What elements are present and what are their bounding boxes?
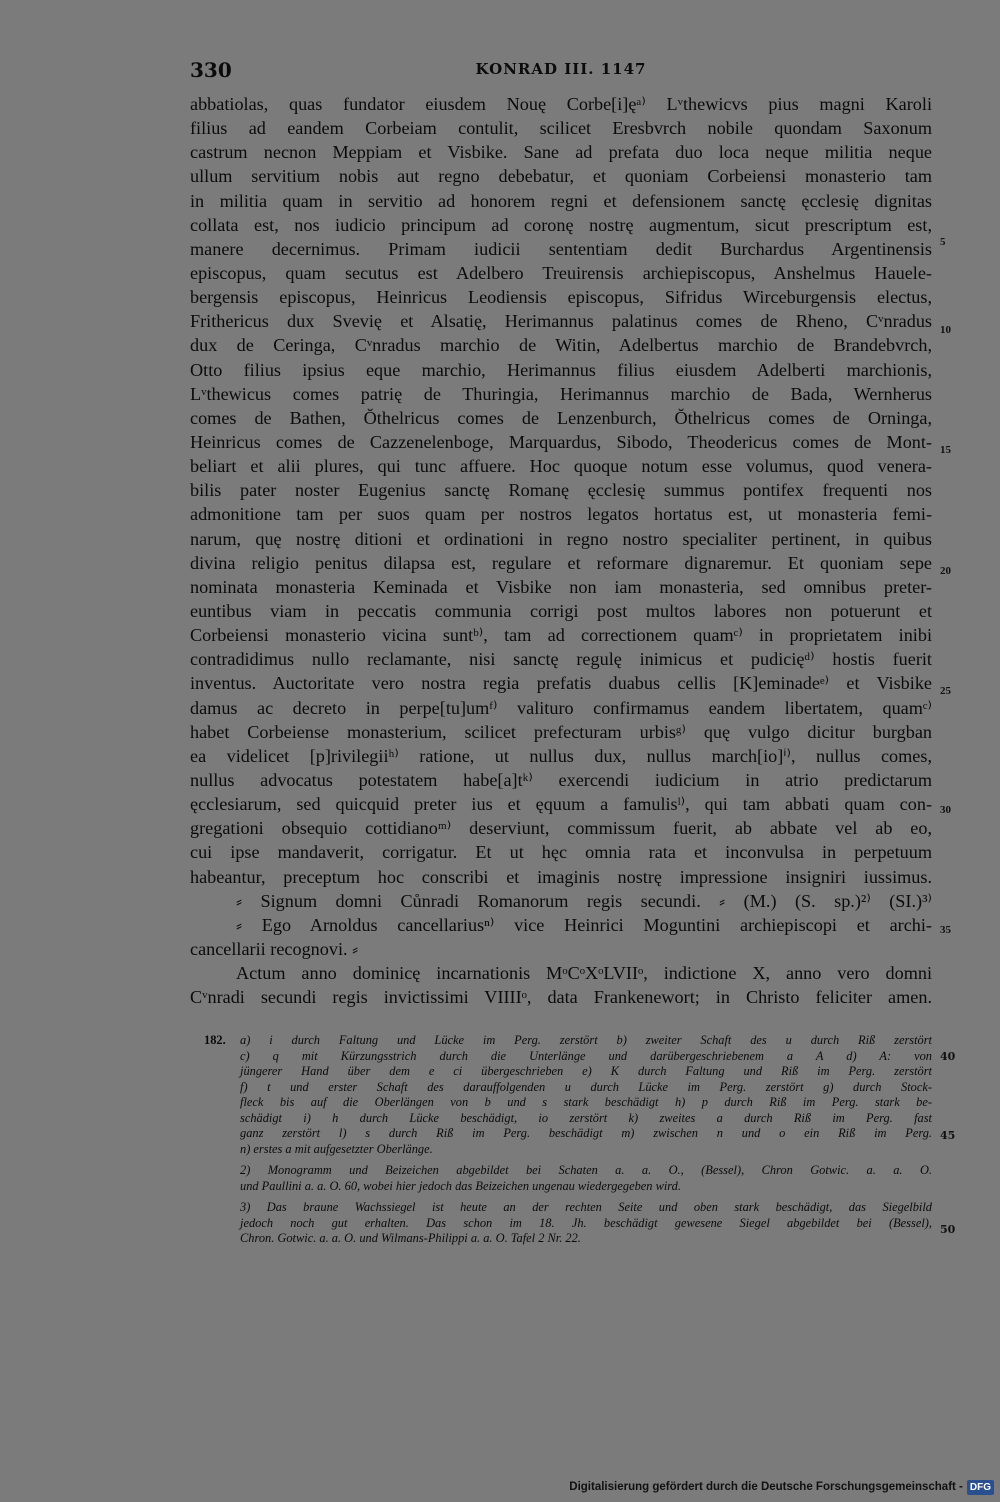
text-line: inventus. Auctoritate vero nostra regia prefatis duabus cellis [K]eminadeᵉ⁾ et Visbike	[190, 673, 932, 694]
text-line: episcopus, quam secutus est Adelbero Treuirensis archiepiscopus, Anshelmus Hauele-	[190, 262, 932, 283]
footnote-line: und Paullini a. a. O. 60, wobei hier jedoch das Beizeichen ungenau wiedergegeben wird.	[240, 1178, 681, 1193]
text-line: habeantur, preceptum hoc conscribi et imaginis nostrę impressione insigniri iussimus.	[190, 866, 932, 887]
margin-line-number: 25	[940, 685, 951, 697]
text-line: filius ad eandem Corbeiam contulit, scilicet Eresbvrch nobile quondam Saxonum	[190, 118, 932, 139]
actum-line: Cᵛnradi secundi regis invictissimi VIIIIᵒ, data Frankenewort; in Christo feliciter amen.	[190, 987, 932, 1008]
signum-line: ⸗ Signum domni Cůnradi Romanorum regis secundi. ⸗ (M.) (S. sp.)²⁾ (SI.)³⁾	[236, 890, 932, 911]
text-line: beliart et alii plures, qui tunc affuere. Hoc quoque notum esse volumus, quod venera-	[190, 456, 932, 477]
footnote-line: a) i durch Faltung und Lücke im Perg. zerstört b) zweiter Schaft des u durch Riß zerstört	[240, 1033, 932, 1047]
critical-apparatus	[204, 1033, 932, 1247]
text-line: Frithericus dux Svevię et Alsatię, Herimannus palatinus comes de Rheno, Cᵛnradus	[190, 311, 932, 332]
margin-line-number: 20	[940, 565, 951, 577]
footnote-line: 2) Monogramm und Beizeichen abgebildet bei Schaten a. a. O., (Bessel), Chron Gotwic. a. a. O.	[240, 1163, 932, 1177]
text-line: abbatiolas, quas fundator eiusdem Nouę Corbe[i]ęᵃ⁾ Lᵛthewicvs pius magni Karoli	[190, 94, 932, 114]
recognition-line: ⸗ Ego Arnoldus cancellariusⁿ⁾ vice Heinrici Moguntini archiepiscopi et archi-	[236, 914, 932, 935]
footnote-line: Chron. Gotwic. a. a. O. und Wilmans-Philippi a. a. O. Tafel 2 Nr. 22.	[240, 1231, 581, 1245]
text-line: Otto filius ipsius eque marchio, Herimannus filius eiusdem Adelberti marchionis,	[190, 359, 932, 380]
footnote-line: n) erstes a mit aufgesetzter Oberlänge.	[240, 1141, 433, 1156]
margin-line-number: 30	[940, 804, 951, 816]
text-line: ea videlicet [p]rivilegiiʰ⁾ ratione, ut nullus dux, nullus march[io]ⁱ⁾, nullus comes,	[190, 745, 932, 766]
text-line: manere decernimus. Primam iudicii sententiam dedit Burchardus Argentinensis	[190, 238, 932, 259]
text-line: in militia quam in servitio ad honorem regni et defensionem sanctę ęcclesię dignitas	[190, 190, 932, 211]
footnote-line: jüngerer Hand über dem e ci übergeschrieben e) K durch Faltung und Riß im Perg. zerstört	[240, 1064, 932, 1078]
text-line: nullus advocatus potestatem habe[a]tᵏ⁾ exercendi iudicium in atrio predictarum	[190, 769, 932, 790]
funding-credit-text: Digitalisierung gefördert durch die Deutsche Forschungsgemeinschaft -	[569, 1481, 963, 1493]
document-number: 182.	[204, 1033, 226, 1047]
text-line: bilis pater noster Eugenius sanctę Romanę ęcclesię summus pontifex frequenti nos	[190, 480, 932, 501]
text-line: collata est, nos iudicio principum ad coronę nostrę augmentum, sicut prescriptum est,	[190, 214, 932, 235]
text-line: admonitione tam per suos quam per nostros legatos hortatus est, ut monasteria femi-	[190, 504, 932, 525]
text-line: castrum necnon Meppiam et Visbike. Sane ad prefata duo loca neque militia neque	[190, 142, 932, 163]
margin-line-number: 10	[940, 324, 951, 336]
text-line: dux de Ceringa, Cᵛnradus marchio de Witin, Adelbertus marchio de Brandebvrch,	[190, 335, 932, 356]
text-line: Lᵛthewicus comes patrię de Thuringia, Herimannus marchio de Bada, Wernherus	[190, 383, 932, 404]
text-line: damus ac decreto in perpe[tu]umᶠ⁾ valituro confirmamus eandem libertatem, quamᶜ⁾	[190, 697, 932, 718]
margin-line-number: 40	[940, 1050, 956, 1063]
margin-line-number: 35	[940, 924, 951, 936]
text-line: ęcclesiarum, sed quicquid preter ius et ęquum a famulisˡ⁾, qui tam abbati quam con-	[190, 794, 932, 815]
footnote-line: ganz zerstört l) s durch Riß im Perg. beschädigt m) zwischen n und o ein Riß im Perg.	[240, 1126, 932, 1140]
dfg-logo: DFG	[967, 1480, 994, 1495]
footnote-line: jedoch noch gut erhalten. Das schon im 18. Jh. beschädigt gewesene Siegel abgebildet bei (Bessel),	[240, 1215, 932, 1230]
text-line: euntibus viam in peccatis communia corrigi post multos labores non potuerunt et	[190, 600, 932, 621]
page-number: 330	[190, 58, 232, 82]
text-line: divina religio penitus dilapsa est, regulare et reformare dignaremur. Et quoniam sepe	[190, 552, 932, 573]
charter-text	[190, 92, 932, 1009]
text-line: ullum servitium nobis aut regno debebatur, et quoniam Corbeiensi monasterio tam	[190, 166, 932, 187]
text-line: gregationi obsequio cottidianoᵐ⁾ deserviunt, commissum fuerit, ab abbate vel ab eo,	[190, 818, 932, 839]
margin-line-number: 45	[940, 1129, 956, 1142]
margin-line-number: 15	[940, 444, 951, 456]
footnote-line: c) q mit Kürzungsstrich durch die Unterlänge und darübergeschriebenem a A d) A: von	[240, 1048, 932, 1063]
footnote-line: schädigt i) h durch Lücke beschädigt, io zerstört k) zweites a durch Riß im Perg. fast	[240, 1110, 932, 1125]
text-line: narum, quę nostrę ditioni et ordinationi in regno nostro specialiter pertinent, in quibus	[190, 528, 932, 549]
recognition-line: cancellarii recognovi. ⸗	[190, 938, 359, 959]
margin-line-number: 5	[940, 236, 946, 248]
text-line: Heinricus comes de Cazzenelenboge, Marquardus, Sibodo, Theodericus comes de Mont-	[190, 431, 932, 452]
text-line: bergensis episcopus, Heinricus Leodiensis episcopus, Sifridus Wirceburgensis electus,	[190, 287, 932, 308]
text-line: nominata monasteria Keminada et Visbike non iam monasteria, sed omnibus preter-	[190, 576, 932, 597]
running-title: KONRAD III. 1147	[475, 60, 647, 78]
page-header	[190, 58, 932, 86]
footnote-line: 3) Das braune Wachssiegel ist heute an der rechten Seite und oben stark beschädigt, das Siegelbild	[240, 1200, 932, 1214]
text-line: habet Corbeiense monasterium, scilicet prefecturam urbisᵍ⁾ quę vulgo dicitur burgban	[190, 721, 932, 742]
text-line: Corbeiensi monasterio vicina suntᵇ⁾, tam ad correctionem quamᶜ⁾ in proprietatem inibi	[190, 625, 932, 646]
footnote-line: fleck bis auf die Oberlängen von b und s stark beschädigt h) p durch Riß im Perg. stark be-	[240, 1095, 932, 1109]
text-line: comes de Bathen, Ŏthelricus comes de Lenzenburch, Ŏthelricus comes de Orninga,	[190, 407, 932, 428]
text-line: contradidimus nullo reclamante, nisi sanctę regulę inimicus et pudicięᵈ⁾ hostis fuerit	[190, 649, 932, 670]
margin-line-number: 50	[940, 1223, 956, 1236]
text-line: cui ipse mandaverit, corrigatur. Et ut hęc omnia rata et inconvulsa in perpetuum	[190, 842, 932, 863]
footnote-line: f) t und erster Schaft des darauffolgenden u durch Lücke im Perg. zerstört g) durch Stock-	[240, 1079, 932, 1094]
actum-line: Actum anno dominicę incarnationis MᵒCᵒXᵒLVIIᵒ, indictione X, anno vero domni	[236, 963, 932, 984]
funding-credit	[569, 1476, 994, 1498]
